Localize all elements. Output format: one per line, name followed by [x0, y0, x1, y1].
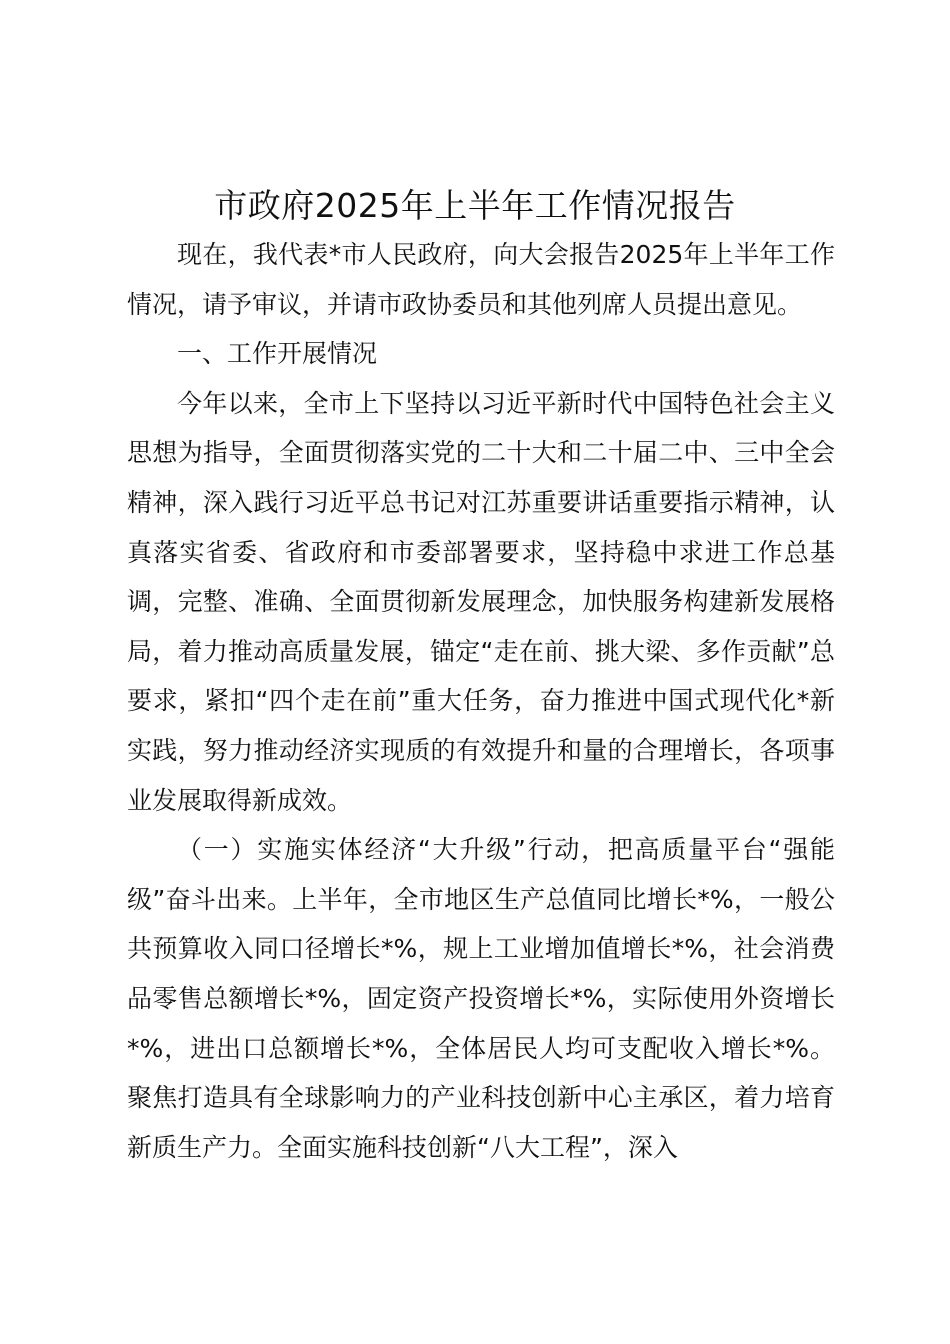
document-title: 市政府2025年上半年工作情况报告	[214, 186, 736, 225]
overview-paragraph: 今年以来，全市上下坚持以习近平新时代中国特色社会主义思想为指导，全面贯彻落实党的二十大和二十届二中、三中全会精神，深入践行习近平总书记对江苏重要讲话重要指示精神，认真落实省委、省政府和市委部署要求，坚持稳中求进工作总基调，完整、准确、全面贯彻新发展理念，加快服务构建新发展格局，着力推动高质量发展，锚定“走在前、挑大梁、多作贡献”总要求，紧扣“四个走在前”重大任务，奋力推进中国式现代化*新实践，努力推动经济实现质的有效提升和量的合理增长，各项事业发展取得新成效。	[127, 388, 835, 815]
document-body	[127, 230, 835, 1172]
subsection-paragraph: （一）实施实体经济“大升级”行动，把高质量平台“强能级”奋斗出来。上半年，全市地区生产总值同比增长*%，一般公共预算收入同口径增长*%，规上工业增加值增长*%，社会消费品零售总额增长*%，固定资产投资增长*%，实际使用外资增长*%，进出口总额增长*%，全体居民人均可支配收入增长*%。聚焦打造具有全球影响力的产业科技创新中心主承区，着力培育新质生产力。全面实施科技创新“八大工程”，深入	[127, 835, 835, 1162]
intro-paragraph: 现在，我代表*市人民政府，向大会报告2025年上半年工作情况，请予审议，并请市政协委员和其他列席人员提出意见。	[127, 240, 835, 319]
section-heading: 一、工作开展情况	[177, 339, 378, 369]
